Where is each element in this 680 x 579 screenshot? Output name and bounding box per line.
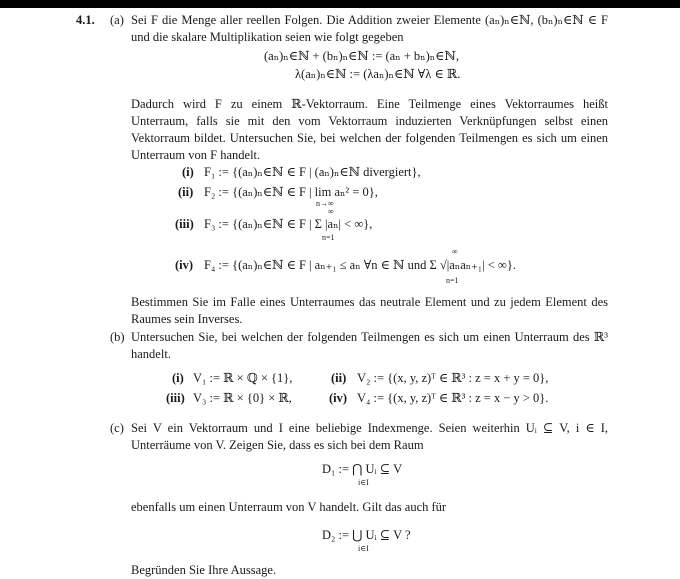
part-b-item-iii-label: (iii) bbox=[166, 391, 185, 405]
part-a-item-iv-label: (iv) bbox=[175, 258, 194, 272]
part-b-item-ii-label: (ii) bbox=[331, 371, 347, 385]
problem-number: 4.1. bbox=[76, 13, 95, 27]
part-a-closing: Bestimmen Sie im Falle eines Unterraumes das neutrale Element und zu jedem Element des Raumes sein Inverses. bbox=[131, 295, 608, 326]
part-a-intro: Sei F die Menge aller reellen Folgen. Die Addition zweier Elemente (aₙ)ₙ∈ℕ, (bₙ)ₙ∈ℕ ∈ F und die skalare Multiplikation seien wie folgt gegeben bbox=[131, 13, 608, 44]
part-c-eq2-sub: i∈I bbox=[358, 544, 369, 553]
part-c-eq1-sub: i∈I bbox=[358, 478, 369, 487]
part-b-item-i: V₁ := ℝ × ℚ × {1}, bbox=[193, 371, 293, 385]
part-c-label: (c) bbox=[110, 421, 124, 435]
part-a-item-iv-sup: ∞ bbox=[452, 247, 458, 256]
part-b-item-iv: V₄ := {(x, y, z)ᵀ ∈ ℝ³ : z = x − y > 0}. bbox=[357, 391, 549, 405]
part-a-item-iii-label: (iii) bbox=[175, 217, 194, 231]
part-a-body: Dadurch wird F zu einem ℝ-Vektorraum. Eine Teilmenge eines Vektorraumes heißt Unterraum, falls sie mit den vom Vektorraum induzierten Verknüpfungen selbst einen Vektorraum bildet. Untersuchen Sie, bei welchen der folgenden Teilmengen es sich um einen Unterraum von F handelt. bbox=[131, 97, 608, 162]
part-b-intro: Untersuchen Sie, bei welchen der folgenden Teilmengen es sich um einen Unterraum des ℝ³ handelt. bbox=[131, 330, 608, 361]
part-a-item-ii: F₂ := {(aₙ)ₙ∈ℕ ∈ F | lim aₙ² = 0}, bbox=[204, 185, 378, 199]
part-a-item-ii-sub: n→∞ bbox=[316, 199, 334, 208]
top-black-bar bbox=[0, 0, 680, 8]
part-b-item-i-label: (i) bbox=[172, 371, 184, 385]
part-c-eq2: D₂ := ⋃ Uᵢ ⊆ V ? bbox=[322, 528, 411, 542]
part-b-item-ii: V₂ := {(x, y, z)ᵀ ∈ ℝ³ : z = x + y = 0}, bbox=[357, 371, 549, 385]
part-a-item-ii-label: (ii) bbox=[178, 185, 194, 199]
part-c-closing: Begründen Sie Ihre Aussage. bbox=[131, 563, 277, 577]
part-b-label: (b) bbox=[110, 330, 125, 344]
part-a-eq2: λ(aₙ)ₙ∈ℕ := (λaₙ)ₙ∈ℕ ∀λ ∈ ℝ. bbox=[295, 67, 461, 81]
part-a-eq1: (aₙ)ₙ∈ℕ + (bₙ)ₙ∈ℕ := (aₙ + bₙ)ₙ∈ℕ, bbox=[264, 49, 459, 63]
part-a-item-iii-sup: ∞ bbox=[328, 207, 334, 216]
part-b-item-iii: V₃ := ℝ × {0} × ℝ, bbox=[193, 391, 292, 405]
part-a-item-i: F₁ := {(aₙ)ₙ∈ℕ ∈ F | (aₙ)ₙ∈ℕ divergiert}, bbox=[204, 165, 421, 179]
part-a-item-i-label: (i) bbox=[182, 165, 194, 179]
part-a-item-iv: F₄ := {(aₙ)ₙ∈ℕ ∈ F | aₙ₊₁ ≤ aₙ ∀n ∈ ℕ und Σ √|aₙaₙ₊₁| < ∞}. bbox=[204, 258, 516, 272]
part-c-eq1: D₁ := ⋂ Uᵢ ⊆ V bbox=[322, 462, 403, 476]
part-b-item-iv-label: (iv) bbox=[329, 391, 348, 405]
part-a-item-iv-sub: n=1 bbox=[446, 276, 459, 285]
part-c-middle: ebenfalls um einen Unterraum von V handelt. Gilt das auch für bbox=[131, 500, 447, 514]
part-a-item-iii-sub: n=1 bbox=[322, 233, 335, 242]
part-c-intro: Sei V ein Vektorraum und I eine beliebige Indexmenge. Seien weiterhin Uᵢ ⊆ V, i ∈ I, Unterräume von V. Zeigen Sie, dass es sich bei dem Raum bbox=[131, 421, 608, 452]
part-a-label: (a) bbox=[110, 13, 124, 27]
part-a-item-iii: F₃ := {(aₙ)ₙ∈ℕ ∈ F | Σ |aₙ| < ∞}, bbox=[204, 217, 373, 231]
